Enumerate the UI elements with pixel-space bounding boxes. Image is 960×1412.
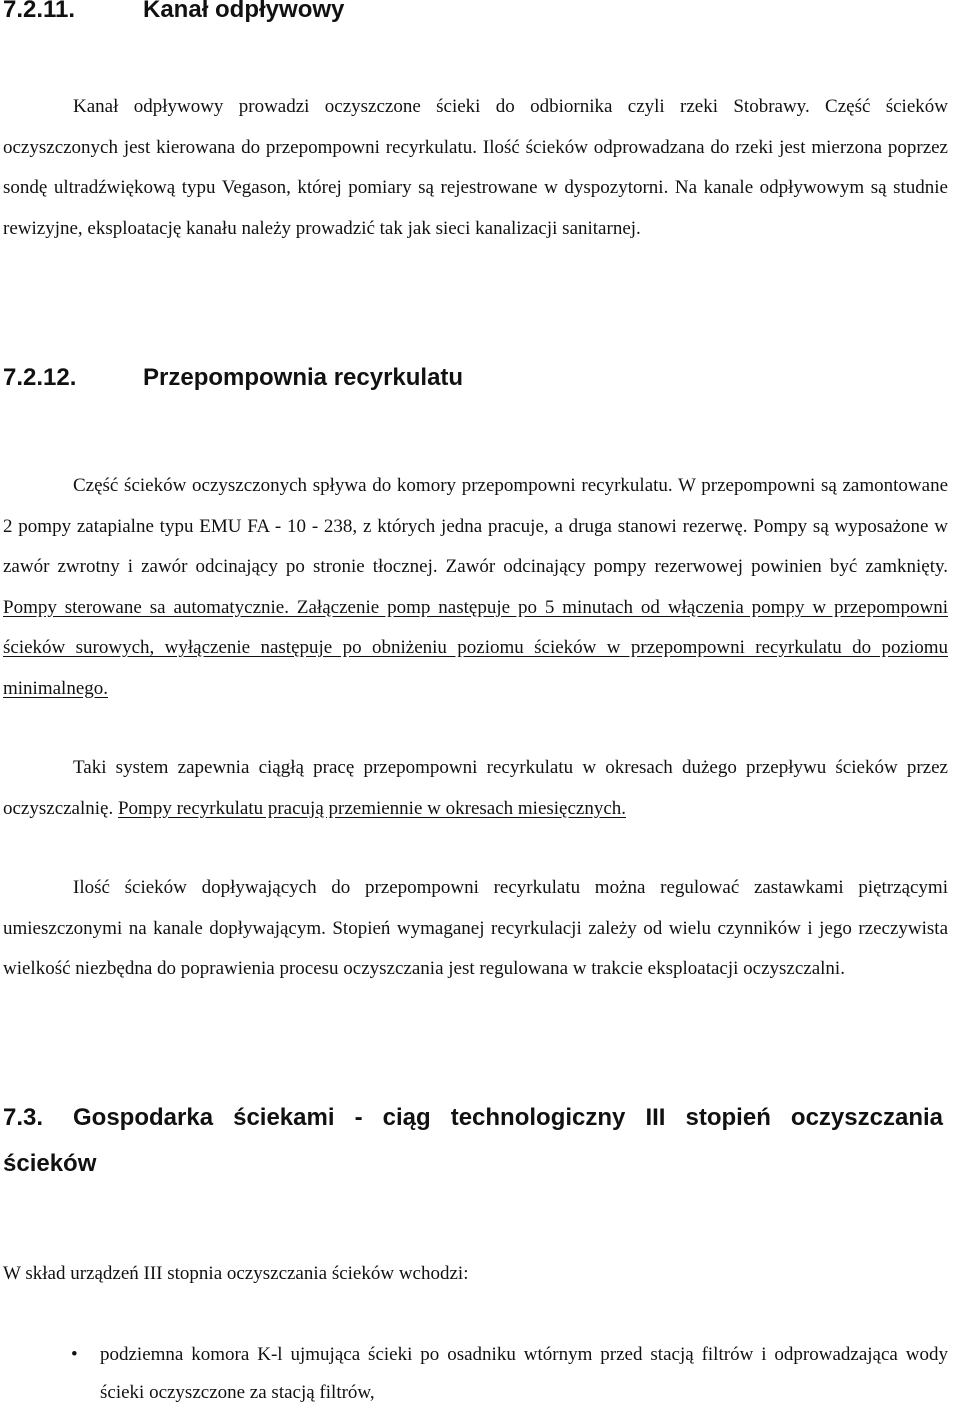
section-heading-7-3 xyxy=(3,1095,943,1187)
underlined-text: Pompy sterowane sa automatycznie. Załączenie pomp następuje po 5 minutach od włączenia pompy w przepompowni ścieków surowych, wyłączenie następuje po obniżeniu poziomu ścieków w przepompowni recyrkulatu do poziomu minimalnego. xyxy=(3,596,948,699)
bullet-list xyxy=(3,1336,948,1412)
section-number: 7.2.12. xyxy=(3,364,77,391)
section-title: Kanał odpływowy xyxy=(143,0,345,23)
paragraph-text: Kanał odpływowy prowadzi oczyszczone ścieki do odbiornika czyli rzeki Stobrawy. Część ścieków oczyszczonych jest kierowana do przepompowni recyrkulatu. Ilość ścieków odprowadzana do rzeki jest mierzona poprzez sondę ultradźwiękową typu Vegason, której pomiary są rejestrowane w dyspozytorni. Na kanale odpływowym są studnie rewizyjne, eksploatację kanału należy prowadzić tak jak sieci kanalizacji sanitarnej. xyxy=(3,96,948,239)
section-number: 7.3. xyxy=(3,1104,44,1131)
section-title: Przepompownia recyrkulatu xyxy=(143,364,464,391)
paragraph-text: Ilość ścieków dopływających do przepompowni recyrkulatu można regulować zastawkami piętrzącymi umieszczonymi na kanale dopływającym. Stopień wymaganej recyrkulacji zależy od wielu czynników i jego rzeczywista wielkość niezbędna do poprawienia procesu oczyszczania jest regulowana w trakcie eksploatacji oczyszczalni. xyxy=(3,877,948,979)
section-title: Gospodarka ściekami - ciąg technologiczny III stopień oczyszczania ścieków xyxy=(3,1104,943,1177)
paragraph-intro-iii-stopien xyxy=(3,1254,948,1295)
paragraph-text: W skład urządzeń III stopnia oczyszczania ścieków wchodzi: xyxy=(3,1263,469,1284)
list-item-text: podziemna komora K-l ujmująca ścieki po osadniku wtórnym przed stacją filtrów i odprowadzająca wody ścieki oczyszczone za stacją filtrów, xyxy=(100,1344,948,1403)
paragraph-text: Taki system zapewnia ciągłą pracę przepompowni recyrkulatu w okresach dużego przepływu ścieków przez oczyszczalnię. xyxy=(3,757,948,819)
section-number: 7.2.11. xyxy=(3,0,76,23)
list-item xyxy=(3,1336,948,1412)
underlined-text: Pompy recyrkulatu pracują przemiennie w okresach miesięcznych. xyxy=(117,797,627,819)
section-heading-7-2-11 xyxy=(3,0,344,24)
paragraph-przepompownia-2 xyxy=(3,748,948,829)
section-heading-7-2-12 xyxy=(3,364,463,392)
paragraph-text: Część ścieków oczyszczonych spływa do komory przepompowni recyrkulatu. W przepompowni są zamontowane 2 pompy zatapialne typu EMU FA - 10 - 238, z których jedna pracuje, a druga stanowi rezerwę. Pompy są wyposażone w zawór zwrotny i zawór odcinający po stronie tłocznej. Zawór odcinający pompy rezerwowej powinien być zamknięty. xyxy=(3,475,948,577)
paragraph-przepompownia-1 xyxy=(3,466,948,709)
bullet-icon: • xyxy=(71,1344,78,1365)
paragraph-kanal-odplywowy xyxy=(3,87,948,249)
paragraph-przepompownia-3 xyxy=(3,868,948,990)
